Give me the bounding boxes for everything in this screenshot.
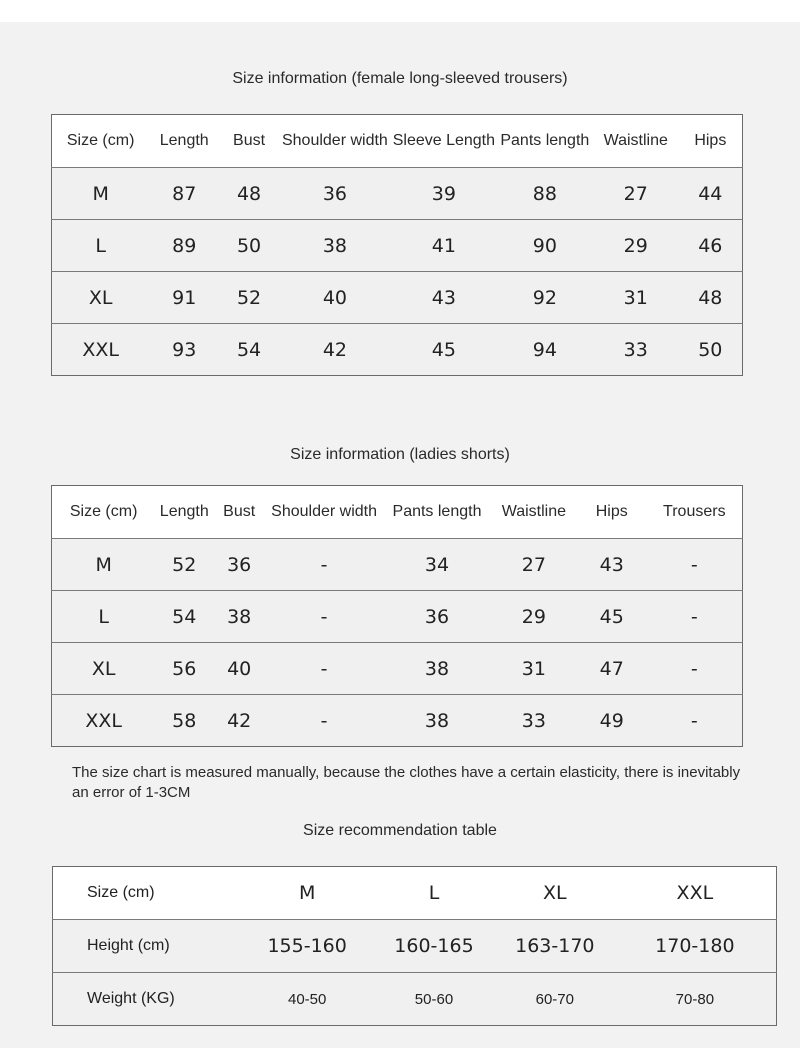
row-label-height: Height (cm) <box>53 920 243 973</box>
col-header-size: Size (cm) <box>52 486 156 539</box>
table-cell: 40 <box>213 643 265 695</box>
top-band <box>0 0 800 22</box>
size-table-shorts <box>51 485 743 747</box>
table-cell: 38 <box>213 591 265 643</box>
table-cell: L <box>52 220 150 272</box>
table-cell: 38 <box>279 220 391 272</box>
table-cell: 36 <box>383 591 491 643</box>
table-cell: 41 <box>391 220 497 272</box>
col-header-pants-length: Pants length <box>497 115 593 168</box>
size-xl: XL <box>496 867 614 920</box>
table-row <box>52 324 743 376</box>
table-cell: 88 <box>497 168 593 220</box>
table-row <box>52 695 743 747</box>
table-row <box>52 591 743 643</box>
table-cell: - <box>647 591 743 643</box>
row-label-weight: Weight (KG) <box>53 973 243 1026</box>
col-header-bust: Bust <box>213 486 265 539</box>
table-cell: 39 <box>391 168 497 220</box>
table-row <box>52 272 743 324</box>
table-cell: 90 <box>497 220 593 272</box>
table-cell: - <box>265 591 383 643</box>
table-cell: 50 <box>679 324 743 376</box>
table-cell: 43 <box>577 539 647 591</box>
table-cell: 33 <box>593 324 679 376</box>
col-header-waistline: Waistline <box>593 115 679 168</box>
table-cell: 40-50 <box>242 973 372 1026</box>
row-label-size: Size (cm) <box>53 867 243 920</box>
table-cell: 50 <box>219 220 279 272</box>
table-cell: 31 <box>491 643 577 695</box>
measurement-note: The size chart is measured manually, because the clothes have a certain elasticity, there is inevitably an error of 1-3CM <box>72 764 741 801</box>
table-cell: 42 <box>213 695 265 747</box>
table-cell: 38 <box>383 695 491 747</box>
col-header-hips: Hips <box>577 486 647 539</box>
table-cell: 43 <box>391 272 497 324</box>
table-cell: 29 <box>491 591 577 643</box>
table-row <box>52 220 743 272</box>
size-recommendation-table <box>52 866 777 1026</box>
table-row <box>52 643 743 695</box>
table-cell: 45 <box>391 324 497 376</box>
table-cell: 89 <box>149 220 219 272</box>
col-header-bust: Bust <box>219 115 279 168</box>
table-header-row <box>52 486 743 539</box>
table-header-row <box>53 867 777 920</box>
size-m: M <box>242 867 372 920</box>
table-cell: XXL <box>52 324 150 376</box>
table-cell: 163-170 <box>496 920 614 973</box>
table-cell: 27 <box>593 168 679 220</box>
table-row <box>52 539 743 591</box>
col-header-length: Length <box>149 115 219 168</box>
table1-title: Size information (female long-sleeved trousers) <box>232 70 568 87</box>
table-cell: 49 <box>577 695 647 747</box>
table-cell: 54 <box>219 324 279 376</box>
table-cell: 29 <box>593 220 679 272</box>
table-cell: - <box>265 539 383 591</box>
table-cell: 44 <box>679 168 743 220</box>
table-cell: 47 <box>577 643 647 695</box>
col-header-shoulder-width: Shoulder width <box>279 115 391 168</box>
table-cell: XXL <box>52 695 156 747</box>
col-header-length: Length <box>155 486 213 539</box>
table-cell: 93 <box>149 324 219 376</box>
table-cell: 45 <box>577 591 647 643</box>
table-cell: - <box>265 643 383 695</box>
table-cell: 46 <box>679 220 743 272</box>
col-header-trousers: Trousers <box>647 486 743 539</box>
table-header-row <box>52 115 743 168</box>
col-header-sleeve-length: Sleeve Length <box>391 115 497 168</box>
size-xxl: XXL <box>614 867 777 920</box>
size-table-long-sleeved <box>51 114 743 376</box>
table-cell: 38 <box>383 643 491 695</box>
table-cell: 52 <box>155 539 213 591</box>
table-cell: 48 <box>679 272 743 324</box>
table-row <box>52 168 743 220</box>
col-header-pants-length: Pants length <box>383 486 491 539</box>
table-cell: - <box>647 539 743 591</box>
table-cell: 33 <box>491 695 577 747</box>
table2-title: Size information (ladies shorts) <box>290 446 510 463</box>
table-cell: L <box>52 591 156 643</box>
table-cell: 52 <box>219 272 279 324</box>
table-cell: 31 <box>593 272 679 324</box>
table-cell: - <box>265 695 383 747</box>
table-cell: XL <box>52 643 156 695</box>
col-header-waistline: Waistline <box>491 486 577 539</box>
table-cell: - <box>647 695 743 747</box>
table-cell: 56 <box>155 643 213 695</box>
col-header-hips: Hips <box>679 115 743 168</box>
col-header-shoulder-width: Shoulder width <box>265 486 383 539</box>
table-cell: 92 <box>497 272 593 324</box>
table-cell: M <box>52 539 156 591</box>
table-cell: 155-160 <box>242 920 372 973</box>
table-cell: XL <box>52 272 150 324</box>
table-row-height <box>53 920 777 973</box>
table-cell: 170-180 <box>614 920 777 973</box>
table-cell: 36 <box>213 539 265 591</box>
table-cell: 94 <box>497 324 593 376</box>
size-l: L <box>372 867 496 920</box>
table-row-weight <box>53 973 777 1026</box>
table-cell: M <box>52 168 150 220</box>
table-cell: 27 <box>491 539 577 591</box>
table-cell: 91 <box>149 272 219 324</box>
table3-title: Size recommendation table <box>303 822 497 839</box>
table-cell: 70-80 <box>614 973 777 1026</box>
table-cell: 34 <box>383 539 491 591</box>
table-cell: 36 <box>279 168 391 220</box>
table-cell: 50-60 <box>372 973 496 1026</box>
table-cell: 54 <box>155 591 213 643</box>
table-cell: 60-70 <box>496 973 614 1026</box>
table-cell: 42 <box>279 324 391 376</box>
table-cell: 58 <box>155 695 213 747</box>
table-cell: 87 <box>149 168 219 220</box>
col-header-size: Size (cm) <box>52 115 150 168</box>
table-cell: 48 <box>219 168 279 220</box>
table-cell: - <box>647 643 743 695</box>
table-cell: 40 <box>279 272 391 324</box>
table-cell: 160-165 <box>372 920 496 973</box>
